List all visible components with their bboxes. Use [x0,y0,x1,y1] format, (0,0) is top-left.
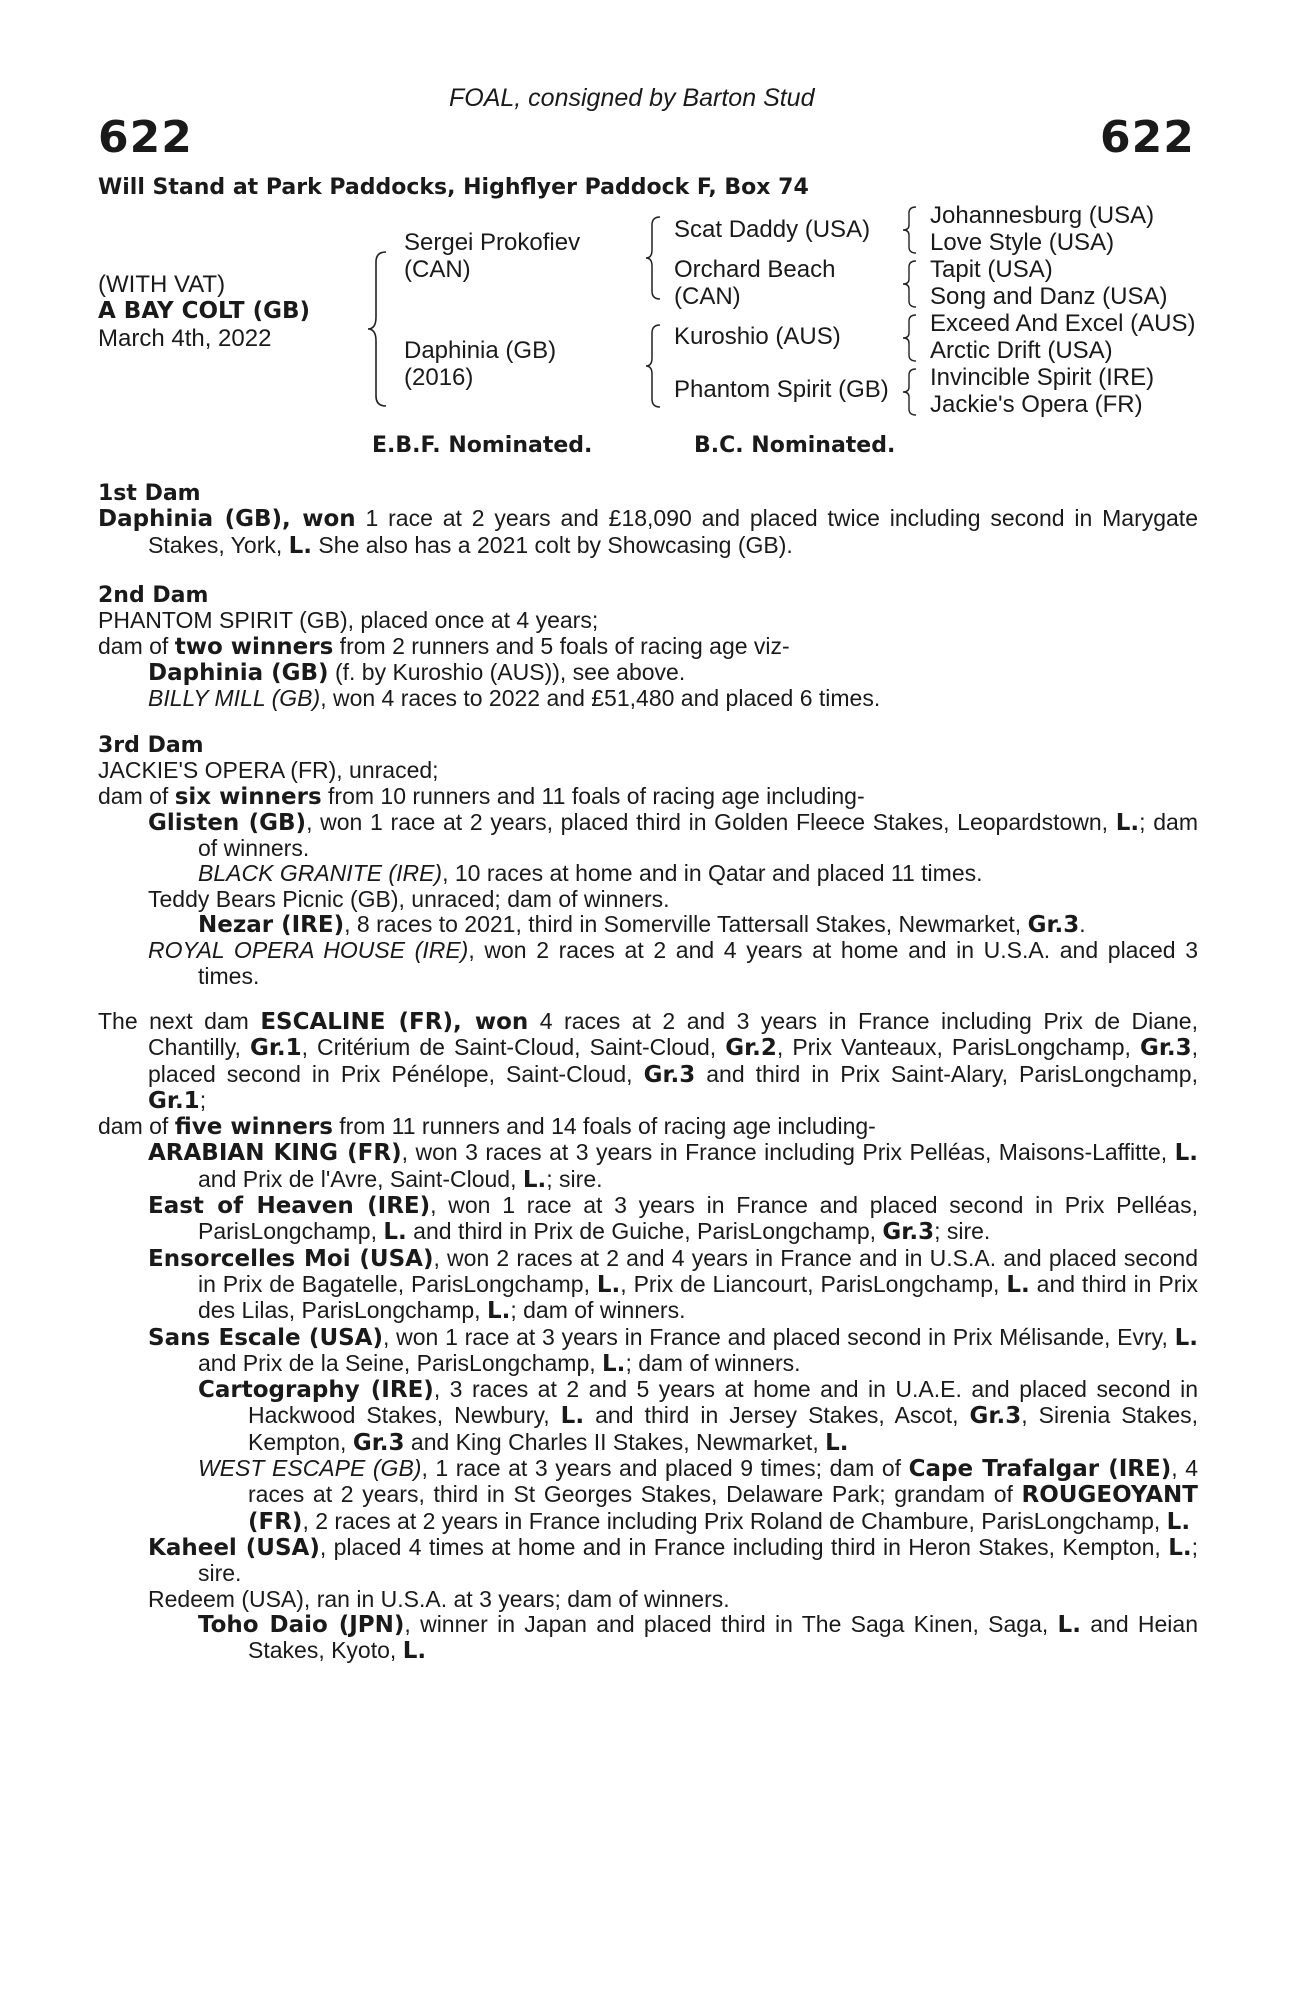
produce-ensorcelles-moi: Ensorcelles Moi (USA), won 2 races at 2 and 4 years in France and in U.S.A. and placed second in Prix de Bagatelle, ParisLongchamp, L., Prix de Liancourt, ParisLongchamp, L. and third in Prix des Lilas, ParisLongchamp, L.; dam of winners. [148,1244,1198,1325]
pedigree-g2: Love Style (USA) [930,229,1115,256]
pedigree-g8: Jackie's Opera (FR) [930,391,1143,418]
pedigree-g5: Exceed And Excel (AUS) [930,310,1196,337]
pedigree-g4: Song and Danz (USA) [930,283,1168,310]
pedigree-g3: Tapit (USA) [930,256,1053,283]
second-dam-section [98,583,1198,711]
pedigree-dam: Daphinia (GB) (2016) [404,337,557,391]
first-dam-name: Daphinia (GB), won [98,506,356,533]
pedigree-brace-g12 [900,205,920,255]
horse-name: A BAY COLT (GB) [98,298,311,324]
pedigree-brace-sire [644,215,664,301]
foaled-date: March 4th, 2022 [98,325,272,352]
third-dam-heading: 3rd Dam [98,733,204,758]
next-dam-section [98,1009,1198,1664]
pedigree-brace-g78 [900,367,920,417]
pedigree-g1: Johannesburg (USA) [930,202,1155,229]
produce-royal-opera-house: ROYAL OPERA HOUSE (IRE), won 2 races at 2 and 4 years at home and in U.S.A. and placed 3 times. [148,937,1198,989]
pedigree-sire-sire: Scat Daddy (USA) [674,216,871,243]
produce-cartography: Cartography (IRE), 3 races at 2 and 5 years at home and in U.A.E. and placed second in Hackwood Stakes, Newbury, L. and third in Jersey Stakes, Ascot, Gr.3, Sirenia Stakes, Kempton, Gr.3 and King Charles II Stakes, Newmarket, L. [198,1376,1199,1456]
pedigree-g6: Arctic Drift (USA) [930,337,1113,364]
third-dam-section [98,733,1198,989]
pedigree-sire: Sergei Prokofiev (CAN) [404,229,581,283]
pedigree-brace-dam [644,323,664,409]
second-dam-produce-summary: dam of two winners from 2 runners and 5 foals of racing age viz- [98,632,790,660]
produce-west-escape: WEST ESCAPE (GB), 1 race at 3 years and placed 9 times; dam of Cape Trafalgar (IRE), 4 races at 2 years, third in St Georges Stakes, Delaware Park; grandam of ROUGEOYANT (FR), 2 races at 2 years in France including Prix Roland de Chambure, ParisLongchamp, L. [198,1455,1199,1535]
pedigree-dam-sire: Kuroshio (AUS) [674,323,841,350]
first-dam-record: Daphinia (GB), won 1 race at 2 years and £18,090 and placed twice including second in Marygate Stakes, York, L. She also has a 2021 colt by Showcasing (GB). [98,505,1198,559]
ebf-nominated: E.B.F. Nominated. [372,433,593,458]
pedigree-brace-main [366,250,390,408]
pedigree-brace-g34 [900,259,920,309]
produce-sans-escale: Sans Escale (USA), won 1 race at 3 years in France and placed second in Prix Mélisande, Evry, L. and Prix de la Seine, ParisLongchamp, L.; dam of winners. [148,1323,1198,1377]
second-dam-heading: 2nd Dam [98,583,209,608]
first-dam-heading: 1st Dam [98,481,201,506]
consignment-line: FOAL, consigned by Barton Stud [449,84,815,112]
produce-east-of-heaven: East of Heaven (IRE), won 1 race at 3 years in France and placed second in Prix Pelléas, ParisLongchamp, L. and third in Prix de Guiche, ParisLongchamp, Gr.3; sire. [148,1192,1198,1246]
vat-label: (WITH VAT) [98,271,226,298]
third-dam-produce-summary: dam of six winners from 10 runners and 11 foals of racing age including- [98,782,865,810]
produce-toho-daio: Toho Daio (JPN), winner in Japan and placed third in The Saga Kinen, Saga, L. and Heian Stakes, Kyoto, L. [198,1610,1198,1665]
produce-redeem: Redeem (USA), ran in U.S.A. at 3 years; dam of winners. [148,1585,730,1612]
produce-teddy-bears-picnic: Teddy Bears Picnic (GB), unraced; dam of winners. [148,885,670,912]
pedigree-g7: Invincible Spirit (IRE) [930,364,1155,391]
produce-billy-mill: BILLY MILL (GB), won 4 races to 2022 and £51,480 and placed 6 times. [148,685,881,712]
third-dam-line: JACKIE'S OPERA (FR), unraced; [98,757,439,784]
first-dam-section [98,481,1198,559]
produce-black-granite: BLACK GRANITE (IRE), 10 races at home and in Qatar and placed 11 times. [198,860,983,887]
next-dam-produce-summary: dam of five winners from 11 runners and 14 foals of racing age including- [98,1113,876,1141]
produce-glisten: Glisten (GB), won 1 race at 2 years, placed third in Golden Fleece Stakes, Leopardstown, L.; dam of winners. [148,808,1199,862]
bc-nominated: B.C. Nominated. [694,433,896,458]
second-dam-line: PHANTOM SPIRIT (GB), placed once at 4 years; [98,607,599,634]
lot-number-right: 622 [1100,112,1195,163]
produce-kaheel: Kaheel (USA), placed 4 times at home and in France including third in Heron Stakes, Kempton, L.; sire. [148,1533,1198,1587]
pedigree-dam-dam: Phantom Spirit (GB) [674,376,889,403]
produce-nezar: Nezar (IRE), 8 races to 2021, third in Somerville Tattersall Stakes, Newmarket, Gr.3. [198,911,1086,939]
produce-daphinia: Daphinia (GB) (f. by Kuroshio (AUS)), see above. [148,658,686,686]
pedigree-brace-g56 [900,313,920,363]
next-dam-record: The next dam ESCALINE (FR), won 4 races at 2 and 3 years in France including Prix de Diane, Chantilly, Gr.1, Critérium de Saint-Cloud, Saint-Cloud, Gr.2, Prix Vanteaux, ParisLongchamp, Gr.3, placed second in Prix Pénélope, Saint-Cloud, Gr.3 and third in Prix Saint-Alary, ParisLongchamp, Gr.1; [98,1008,1199,1114]
pedigree-sire-dam: Orchard Beach (CAN) [674,256,836,310]
stand-location: Will Stand at Park Paddocks, Highflyer Paddock F, Box 74 [98,175,809,200]
lot-number-left: 622 [98,112,193,163]
produce-arabian-king: ARABIAN KING (FR), won 3 races at 3 years in France including Prix Pelléas, Maisons-Laffitte, L. and Prix de l'Avre, Saint-Cloud, L.; sire. [148,1139,1199,1193]
